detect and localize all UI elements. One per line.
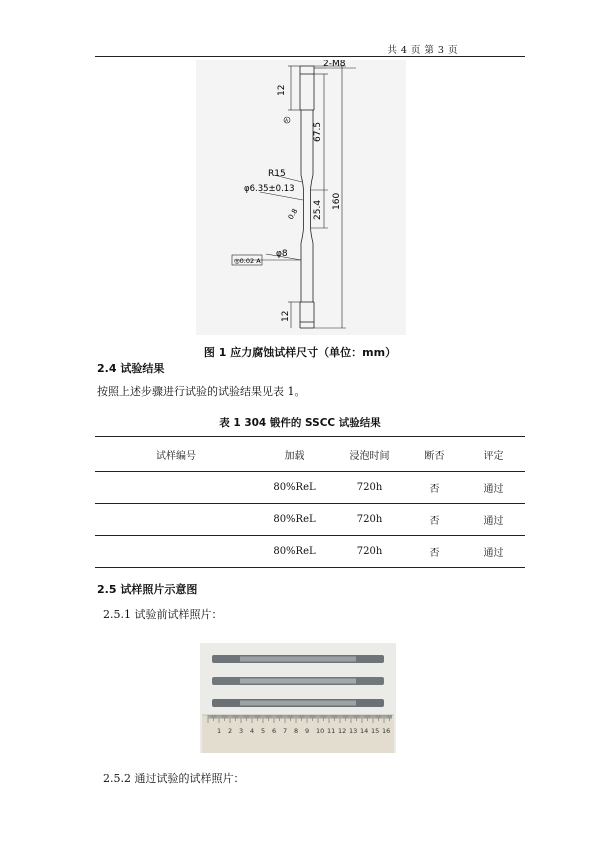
ruler-number: 5	[261, 727, 266, 735]
header-fracture: 断否	[424, 450, 445, 462]
ruler-number: 6	[272, 727, 277, 735]
cell-fracture: 否	[429, 484, 440, 495]
ruler-number: 9	[305, 727, 310, 735]
table-row	[95, 472, 525, 504]
section-2-4-paragraph: 按照上述步骤进行试验的试验结果见表 1。	[97, 385, 306, 398]
label-roughness: 0.8	[286, 207, 300, 221]
ruler	[202, 715, 394, 753]
section-2-5-1-label: 2.5.1 试验前试样照片：	[103, 608, 223, 621]
ruler-number: 1	[217, 727, 222, 735]
header-soak-time: 浸泡时间	[349, 450, 390, 462]
cell-fracture: 否	[429, 548, 440, 559]
cell-evaluation: 通过	[483, 516, 504, 527]
label-datum: A	[285, 119, 289, 124]
table-header-row	[95, 437, 525, 472]
section-2-4-title: 2.4 试验结果	[97, 362, 165, 375]
table1-caption: 表 1 304 锻件的 SSCC 试验结果	[219, 417, 381, 429]
cell-evaluation: 通过	[483, 484, 504, 495]
section-2-5-2-label: 2.5.2 通过试验的试样照片：	[103, 772, 245, 785]
label-shank-dia: φ8	[276, 249, 288, 259]
ruler-number: 12	[338, 727, 347, 735]
table-row	[95, 504, 525, 536]
specimen-photo	[200, 643, 396, 753]
cell-fracture: 否	[429, 516, 440, 527]
cell-load: 80%ReL	[273, 482, 316, 493]
label-radius: R15	[268, 169, 286, 179]
results-table	[95, 436, 525, 568]
ruler-number: 15	[371, 727, 380, 735]
ruler-number: 7	[283, 727, 288, 735]
cell-specimen-id	[95, 472, 257, 504]
specimen-outline	[300, 66, 314, 328]
table-row	[95, 536, 525, 568]
ruler-number: 13	[349, 727, 358, 735]
page-header: 共 4 页 第 3 页	[387, 45, 458, 56]
label-end-len-bottom: 12	[281, 310, 291, 322]
label-thread: 2-M8	[323, 60, 346, 69]
cell-soak-time: 720h	[356, 482, 383, 493]
ruler-number: 11	[327, 727, 336, 735]
cell-evaluation: 通过	[483, 548, 504, 559]
ruler-number: 14	[360, 727, 369, 735]
cell-soak-time: 720h	[356, 546, 383, 557]
header-load: 加载	[284, 450, 305, 462]
specimen-drawing	[196, 60, 406, 335]
cell-specimen-id	[95, 504, 257, 536]
label-end-len-top: 12	[277, 84, 287, 96]
label-tolerance: ◎0.02 A	[234, 257, 261, 265]
figure1-caption: 图 1 应力腐蚀试样尺寸（单位：mm）	[203, 346, 397, 359]
header-rule	[95, 56, 525, 57]
label-gauge-len: 25.4	[313, 199, 323, 220]
cell-soak-time: 720h	[356, 514, 383, 525]
section-2-5-title: 2.5 试样照片示意图	[97, 583, 198, 596]
ruler-number: 8	[294, 727, 299, 735]
ruler-number: 2	[228, 727, 233, 735]
ruler-number: 16	[382, 727, 391, 735]
cell-load: 80%ReL	[273, 546, 316, 557]
ruler-number: 4	[250, 727, 255, 735]
header-specimen-id: 试样编号	[156, 450, 196, 462]
cell-load: 80%ReL	[273, 514, 316, 525]
cell-specimen-id	[95, 536, 257, 568]
label-gauge-offset: 67.5	[313, 121, 323, 142]
ruler-number: 10	[316, 727, 325, 735]
specimen-rods	[212, 655, 384, 707]
header-evaluation: 评定	[483, 450, 504, 462]
label-gauge-dia: φ6.35±0.13	[244, 184, 295, 194]
ruler-number: 3	[239, 727, 244, 735]
label-total-len: 160	[332, 192, 342, 210]
